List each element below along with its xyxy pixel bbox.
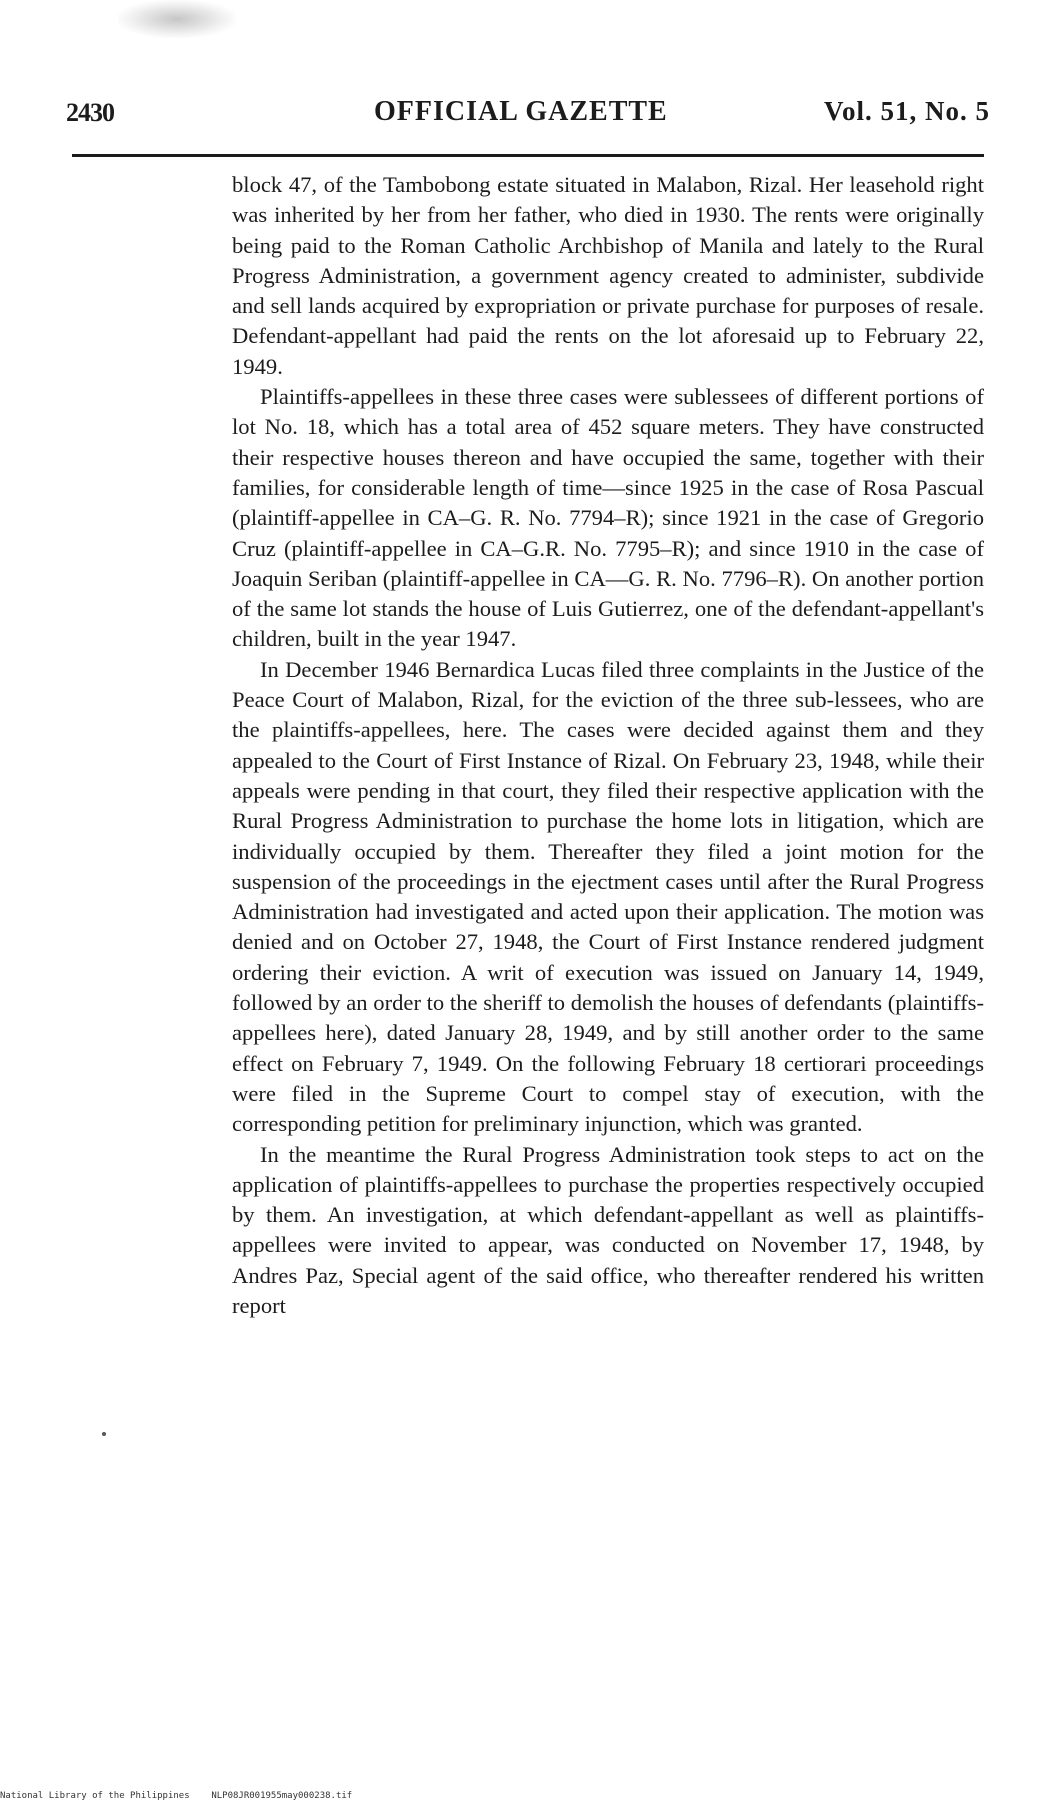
volume-number: Vol. 51, No. 5 xyxy=(823,96,990,126)
page-header xyxy=(66,94,990,138)
paragraph-2: Plaintiffs-appellees in these three cases were sublessees of different portions of lot No. 18, which has a total area of 452 square meters. They have constructed their respective houses thereon and have occupied the same, together with their families, for considerable length of time—since 1925 in the case of Rosa Pascual (plaintiff-appellee in CA–G. R. No. 7794–R); since 1921 in the case of Gregorio Cruz (plaintiff-appellee in CA–G.R. No. 7795–R); and since 1910 in the case of Joaquin Seriban (plaintiff-appellee in CA—G. R. No. 7796–R). On another portion of the same lot stands the house of Luis Gutierrez, one of the defendant-appellant's children, built in the year 1947. xyxy=(232,384,984,652)
page-number: 2430 xyxy=(66,98,114,127)
scan-smudge xyxy=(118,0,236,38)
paragraph-1: block 47, of the Tambobong estate situated in Malabon, Rizal. Her leasehold right was inherited by her from her father, who died in 1930. The rents were originally being paid to the Roman Catholic Archbishop of Manila and lately to the Rural Progress Administration, a government agency created to administer, subdivide and sell lands acquired by expropriation or private purchase for purposes of resale. Defendant-appellant had paid the rents on the lot aforesaid up to February 22, 1949. xyxy=(232,172,984,379)
scan-footer: National Library of the Philippines NLP08JR001955may000238.tif xyxy=(0,1791,353,1801)
paragraph-3: In December 1946 Bernardica Lucas filed three complaints in the Justice of the Peace Court of Malabon, Rizal, for the eviction of the three sub-lessees, who are the plaintiffs-appellees, here. The cases were decided against them and they appealed to the Court of First Instance of Rizal. On February 23, 1948, while their appeals were pending in that court, they filed their respective application with the Rural Progress Administration to purchase the home lots in litigation, which are individually occupied by them. Thereafter they filed a joint motion for the suspension of the proceedings in the ejectment cases until after the Rural Progress Administration had investigated and acted upon their application. The motion was denied and on October 27, 1948, the Court of First Instance rendered judgment ordering their eviction. A writ of execution was issued on January 14, 1949, followed by an order to the sheriff to demolish the houses of defendants (plaintiffs-appellees here), dated January 28, 1949, and by still another order to the same effect on February 7, 1949. On the following February 18 certiorari proceedings were filed in the Supreme Court to compel stay of execution, with the corresponding petition for preliminary injunction, which was granted. xyxy=(232,656,984,1137)
header-rule xyxy=(72,154,984,157)
scan-speck xyxy=(102,1432,106,1436)
paragraph-4: In the meantime the Rural Progress Administration took steps to act on the application of plaintiffs-appellees to purchase the properties respectively occupied by them. An investigation, at which defendant-appellant as well as plaintiffs-appellees were invited to appear, was conducted on November 17, 1948, by Andres Paz, Special agent of the said office, who thereafter rendered his written report xyxy=(232,1141,984,1318)
publication-title: OFFICIAL GAZETTE xyxy=(374,96,668,127)
article-body xyxy=(232,170,984,1321)
